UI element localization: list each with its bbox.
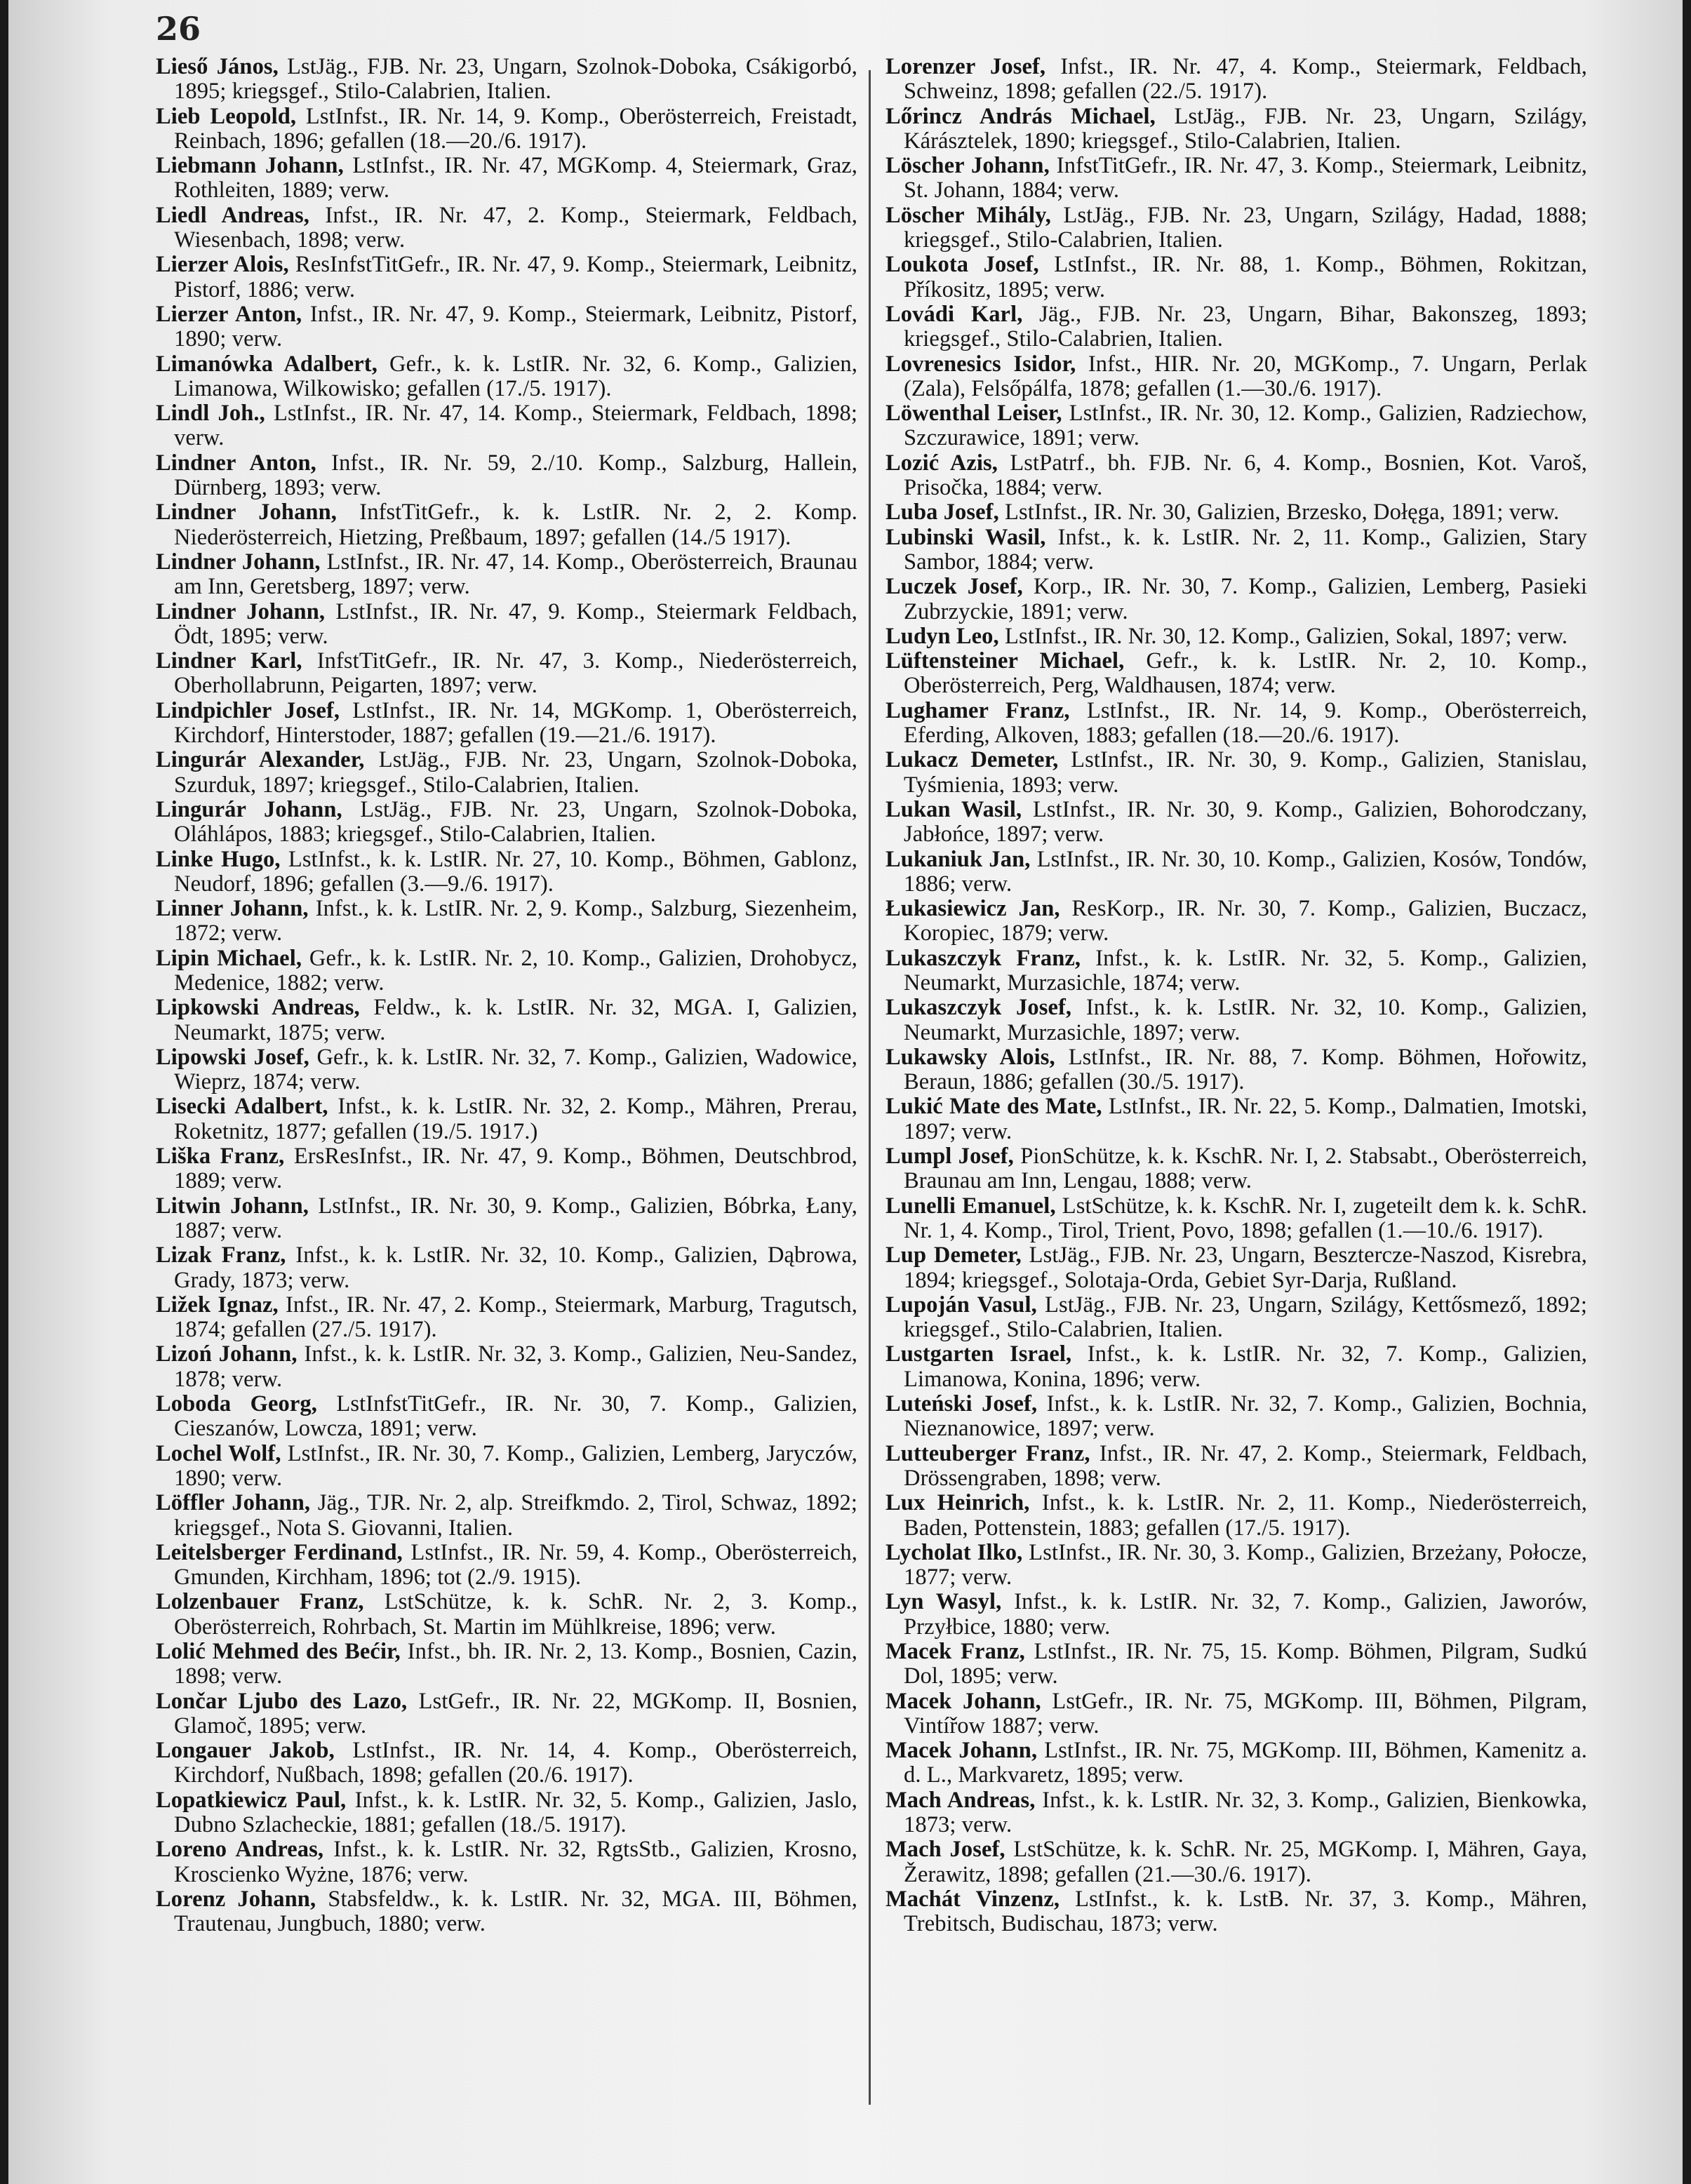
list-entry bbox=[156, 1887, 857, 1937]
list-entry bbox=[885, 500, 1587, 525]
entry-name: Lyn Wasyl, bbox=[885, 1589, 1002, 1615]
list-entry bbox=[156, 253, 857, 302]
list-entry bbox=[885, 897, 1587, 946]
list-entry bbox=[156, 996, 857, 1045]
entry-name: Lindner Anton, bbox=[156, 450, 316, 476]
entry-details: Infst., k. k. LstIR. Nr. 32, 5. Komp., Galizien, Neumarkt, Murzasichle, 1874; verw. bbox=[904, 945, 1587, 996]
entry-details: LstJäg., FJB. Nr. 23, Ungarn, Besztercze-Naszod, Kisrebra, 1894; kriegsgef., Solotaja-Orda, Gebiet Syr-Darja, Rußland. bbox=[904, 1242, 1587, 1293]
list-entry bbox=[885, 1689, 1587, 1739]
entry-details: Infst., bh. IR. Nr. 2, 13. Komp., Bosnien, Cazin, 1898; verw. bbox=[174, 1639, 857, 1689]
entry-details: Infst., HIR. Nr. 20, MGKomp., 7. Ungarn, Perlak (Zala), Felsőpálfa, 1878; gefallen (1.—30./6. 1917). bbox=[904, 351, 1587, 401]
entry-name: Macek Johann, bbox=[885, 1688, 1041, 1714]
list-entry bbox=[885, 1293, 1587, 1343]
list-entry bbox=[885, 203, 1587, 253]
right-column bbox=[885, 55, 1587, 1937]
entry-details: Stabsfeldw., k. k. LstIR. Nr. 32, MGA. III, Böhmen, Trautenau, Jungbuch, 1880; verw. bbox=[174, 1886, 857, 1937]
entry-details: Korp., IR. Nr. 30, 7. Komp., Galizien, Lemberg, Pasieki Zubrzyckie, 1891; verw. bbox=[904, 574, 1587, 624]
entry-name: Lunelli Emanuel, bbox=[885, 1193, 1056, 1219]
list-entry bbox=[156, 1590, 857, 1640]
entry-name: Lupoján Vasul, bbox=[885, 1292, 1037, 1318]
entry-details: LstInfst., IR. Nr. 88, 7. Komp. Böhmen, Hořowitz, Beraun, 1886; gefallen (30./5. 1917). bbox=[904, 1044, 1588, 1095]
entry-details: Infst., k. k. LstIR. Nr. 32, 10. Komp., Galizien, Dąbrowa, Grady, 1873; verw. bbox=[174, 1242, 857, 1293]
entry-details: Gefr., k. k. LstIR. Nr. 2, 10. Komp., Oberösterreich, Perg, Waldhausen, 1874; verw. bbox=[904, 648, 1587, 699]
entry-name: Luba Josef, bbox=[885, 500, 999, 525]
list-entry bbox=[885, 748, 1587, 798]
entry-name: Lughamer Franz, bbox=[885, 697, 1070, 723]
entry-name: Löscher Johann, bbox=[885, 153, 1050, 179]
list-entry bbox=[156, 105, 857, 154]
entry-name: Lukaniuk Jan, bbox=[885, 846, 1031, 872]
entry-details: LstGefr., IR. Nr. 22, MGKomp. II, Bosnien, Glamoč, 1895; verw. bbox=[174, 1688, 857, 1739]
entry-name: Machát Vinzenz, bbox=[885, 1886, 1060, 1912]
list-entry bbox=[156, 1293, 857, 1343]
list-entry bbox=[156, 203, 857, 253]
entry-details: Infst., IR. Nr. 47, 2. Komp., Steiermark, Feldbach, Drössengraben, 1898; verw. bbox=[904, 1440, 1587, 1491]
entry-details: LstJäg., FJB. Nr. 23, Ungarn, Szilágy, Hadad, 1888; kriegsgef., Stilo-Calabrien, Italien. bbox=[904, 202, 1587, 253]
entry-name: Lozić Azis, bbox=[885, 450, 998, 476]
document-page bbox=[8, 0, 1683, 2184]
entry-details: LstJäg., FJB. Nr. 23, Ungarn, Szolnok-Doboka, Szurduk, 1897; kriegsgef., Stilo-Calabrien, Italien. bbox=[174, 747, 857, 798]
entry-details: LstPatrf., bh. FJB. Nr. 6, 4. Komp., Bosnien, Kot. Varoš, Prisočka, 1884; verw. bbox=[904, 450, 1587, 501]
entry-details: Feldw., k. k. LstIR. Nr. 32, MGA. I, Galizien, Neumarkt, 1875; verw. bbox=[174, 995, 857, 1045]
entry-details: LstInfst., IR. Nr. 30, 9. Komp., Galizien, Stanislau, Tyśmienia, 1893; verw. bbox=[904, 747, 1587, 798]
entry-name: Lux Heinrich, bbox=[885, 1490, 1030, 1516]
list-entry bbox=[885, 1094, 1587, 1144]
entry-details: LstInfst., IR. Nr. 47, 9. Komp., Steiermark Feldbach, Ödt, 1895; verw. bbox=[174, 598, 858, 649]
list-entry bbox=[885, 1243, 1587, 1293]
entry-name: Lindpichler Josef, bbox=[156, 697, 340, 723]
entry-name: Lolzenbauer Franz, bbox=[156, 1589, 364, 1615]
entry-details: LstInfst., IR. Nr. 30, 12. Komp., Galizien, Radziechow, Szczurawice, 1891; verw. bbox=[904, 401, 1587, 451]
entry-name: Lizak Franz, bbox=[156, 1242, 286, 1268]
entry-name: Lycholat Ilko, bbox=[885, 1539, 1023, 1565]
entry-name: Lüftensteiner Michael, bbox=[885, 648, 1125, 674]
entry-details: Infst., IR. Nr. 47, 2. Komp., Steiermark, Feldbach, Wiesenbach, 1898; verw. bbox=[174, 202, 857, 253]
list-entry bbox=[156, 1739, 857, 1788]
entry-details: LstInfst., IR. Nr. 14, 4. Komp., Oberösterreich, Kirchdorf, Nußbach, 1898; gefallen (20./6. 1917). bbox=[174, 1738, 857, 1788]
entry-name: Luteński Josef, bbox=[885, 1391, 1038, 1417]
list-entry bbox=[156, 699, 857, 749]
entry-name: Lochel Wolf, bbox=[156, 1440, 281, 1466]
entry-details: Infst., k. k. LstIR. Nr. 2, 9. Komp., Salzburg, Siezenheim, 1872; verw. bbox=[174, 896, 858, 946]
entry-name: Lukan Wasil, bbox=[885, 796, 1022, 822]
list-entry bbox=[885, 1788, 1587, 1838]
list-entry bbox=[885, 649, 1587, 699]
entry-details: Infst., k. k. LstIR. Nr. 32, 3. Komp., Galizien, Bienkowka, 1873; verw. bbox=[904, 1787, 1587, 1838]
list-entry bbox=[156, 1243, 857, 1293]
entry-name: Lovrenesics Isidor, bbox=[885, 351, 1076, 377]
entry-details: Infst., IR. Nr. 47, 9. Komp., Steiermark, Leibnitz, Pistorf, 1890; verw. bbox=[174, 301, 857, 352]
entry-name: Löscher Mihály, bbox=[885, 202, 1051, 228]
entry-details: LstInfst., IR. Nr. 75, 15. Komp. Böhmen, Pilgram, Sudkú Dol, 1895; verw. bbox=[904, 1639, 1588, 1689]
entry-name: Lup Demeter, bbox=[885, 1242, 1022, 1268]
entry-name: Lindner Johann, bbox=[156, 549, 321, 575]
list-entry bbox=[885, 699, 1587, 749]
entry-details: Gefr., k. k. LstIR. Nr. 32, 6. Komp., Galizien, Limanowa, Wilkowisko; gefallen (17./5. 1917). bbox=[174, 351, 857, 401]
entry-name: Löwenthal Leiser, bbox=[885, 401, 1062, 427]
list-entry bbox=[885, 1392, 1587, 1442]
list-entry bbox=[885, 848, 1587, 897]
list-entry bbox=[885, 105, 1587, 154]
entry-name: Luczek Josef, bbox=[885, 574, 1023, 600]
entry-name: Macek Franz, bbox=[885, 1639, 1025, 1664]
entry-name: Lolić Mehmed des Bećir, bbox=[156, 1639, 401, 1664]
list-entry bbox=[156, 500, 857, 550]
entry-details: LstInfst., IR. Nr. 30, 9. Komp., Galizien, Bóbrka, Łany, 1887; verw. bbox=[174, 1193, 857, 1243]
list-entry bbox=[156, 401, 857, 451]
entry-name: Ližek Ignaz, bbox=[156, 1292, 279, 1318]
entry-name: Mach Andreas, bbox=[885, 1787, 1036, 1813]
list-entry bbox=[156, 600, 857, 650]
list-entry bbox=[885, 302, 1587, 352]
entry-details: Infst., k. k. LstIR. Nr. 32, 3. Komp., Galizien, Neu-Sandez, 1878; verw. bbox=[174, 1341, 857, 1392]
list-entry bbox=[156, 946, 857, 996]
entry-name: Liedl Andreas, bbox=[156, 202, 310, 228]
entry-details: Gefr., k. k. LstIR. Nr. 32, 7. Komp., Galizien, Wadowice, Wieprz, 1874; verw. bbox=[174, 1044, 858, 1095]
entry-details: LstInfst., IR. Nr. 30, 10. Komp., Galizien, Kosów, Tondów, 1886; verw. bbox=[904, 846, 1587, 897]
list-entry bbox=[156, 1491, 857, 1541]
list-entry bbox=[885, 1491, 1587, 1541]
entry-details: LstSchütze, k. k. SchR. Nr. 2, 3. Komp., Oberösterreich, Rohrbach, St. Martin im Mühlkreise, 1896; verw. bbox=[174, 1589, 858, 1640]
entry-name: Macek Johann, bbox=[885, 1738, 1038, 1764]
entry-name: Liebmann Johann, bbox=[156, 153, 344, 179]
list-entry bbox=[156, 1541, 857, 1590]
list-entry bbox=[156, 1392, 857, 1442]
entry-details: LstInfst., IR. Nr. 30, 3. Komp., Galizien, Brzeżany, Połocze, 1877; verw. bbox=[904, 1539, 1587, 1590]
entry-name: Lipkowski Andreas, bbox=[156, 995, 360, 1021]
list-entry bbox=[885, 1442, 1587, 1492]
list-entry bbox=[885, 1837, 1587, 1887]
entry-details: LstInfst., IR. Nr. 30, Galizien, Brzesko, Dołęga, 1891; verw. bbox=[998, 500, 1560, 525]
list-entry bbox=[885, 1342, 1587, 1392]
entry-name: Mach Josef, bbox=[885, 1837, 1005, 1863]
entry-name: Lindner Johann, bbox=[156, 598, 326, 624]
entry-details: Infst., k. k. LstIR. Nr. 2, 11. Komp., Galizien, Stary Sambor, 1884; verw. bbox=[904, 524, 1587, 575]
list-entry bbox=[156, 848, 857, 897]
entry-name: Linner Johann, bbox=[156, 896, 309, 922]
entry-name: Lizoń Johann, bbox=[156, 1341, 298, 1367]
list-entry bbox=[885, 1045, 1587, 1095]
list-entry bbox=[156, 302, 857, 352]
page-number: 26 bbox=[156, 10, 201, 48]
list-entry bbox=[885, 525, 1587, 575]
entry-name: Lorenz Johann, bbox=[156, 1886, 316, 1912]
entry-name: Lisecki Adalbert, bbox=[156, 1094, 328, 1120]
entry-name: Lieső János, bbox=[156, 54, 279, 79]
list-entry bbox=[156, 1094, 857, 1144]
entry-name: Longauer Jakob, bbox=[156, 1738, 335, 1764]
list-entry bbox=[156, 550, 857, 600]
entry-name: Loreno Andreas, bbox=[156, 1837, 324, 1863]
entry-details: LstInfst., IR. Nr. 30, 7. Komp., Galizien, Lemberg, Jaryczów, 1890; verw. bbox=[174, 1440, 857, 1491]
list-entry bbox=[885, 1590, 1587, 1640]
list-entry bbox=[885, 1194, 1587, 1244]
entry-name: Lukacz Demeter, bbox=[885, 747, 1059, 773]
list-entry bbox=[156, 1640, 857, 1689]
entry-name: Loboda Georg, bbox=[156, 1391, 317, 1417]
list-entry bbox=[885, 352, 1587, 402]
entry-name: Lindner Johann, bbox=[156, 500, 337, 525]
entry-details: Infst., k. k. LstIR. Nr. 32, 2. Komp., Mähren, Prerau, Roketnitz, 1877; gefallen (19./5. 1917.) bbox=[174, 1094, 857, 1144]
entry-details: LstInfst., IR. Nr. 88, 1. Komp., Böhmen, Rokitzan, Příkositz, 1895; verw. bbox=[904, 252, 1588, 302]
list-entry bbox=[885, 55, 1587, 105]
entry-name: Lipowski Josef, bbox=[156, 1044, 309, 1070]
entry-details: Infst., k. k. LstIR. Nr. 32, 10. Komp., Galizien, Neumarkt, Murzasichle, 1897; verw. bbox=[904, 995, 1588, 1045]
entry-details: LstInfst., IR. Nr. 75, MGKomp. III, Böhmen, Kamenitz a. d. L., Markvaretz, 1895; verw. bbox=[904, 1738, 1588, 1788]
list-entry bbox=[156, 798, 857, 848]
list-entry bbox=[156, 649, 857, 699]
list-entry bbox=[156, 1837, 857, 1887]
entry-details: Infst., k. k. LstIR. Nr. 32, 7. Komp., Galizien, Limanowa, Konina, 1896; verw. bbox=[904, 1341, 1587, 1392]
entry-name: Lieb Leopold, bbox=[156, 103, 297, 129]
entry-details: Infst., k. k. LstIR. Nr. 32, 7. Komp., Galizien, Jaworów, Przyłbice, 1880; verw. bbox=[904, 1589, 1587, 1640]
entry-details: LstJäg., FJB. Nr. 23, Ungarn, Szolnok-Doboka, Csákigorbó, 1895; kriegsgef., Stilo-Calabrien, Italien. bbox=[174, 54, 858, 105]
entry-name: Lipin Michael, bbox=[156, 945, 302, 971]
entry-details: LstInfst., IR. Nr. 47, MGKomp. 4, Steiermark, Graz, Rothleiten, 1889; verw. bbox=[174, 153, 857, 203]
list-entry bbox=[885, 996, 1587, 1045]
entry-name: Łukasiewicz Jan, bbox=[885, 896, 1060, 922]
list-entry bbox=[885, 946, 1587, 996]
entry-details: Infst., k. k. LstIR. Nr. 32, 7. Komp., Galizien, Bochnia, Nieznanowice, 1897; verw. bbox=[904, 1391, 1587, 1442]
entry-details: Infst., k. k. LstIR. Nr. 32, 5. Komp., Galizien, Jaslo, Dubno Szlacheckie, 1881; gefallen (18./5. 1917). bbox=[174, 1787, 857, 1838]
left-column bbox=[156, 55, 857, 1937]
list-entry bbox=[156, 1194, 857, 1244]
entry-details: LstInfst., IR. Nr. 59, 4. Komp., Oberösterreich, Gmunden, Kirchham, 1896; tot (2./9. 1915). bbox=[174, 1539, 857, 1590]
entry-details: LstInfst., k. k. LstIR. Nr. 27, 10. Komp., Böhmen, Gablonz, Neudorf, 1896; gefallen (3.—9./6. 1917). bbox=[174, 846, 857, 897]
entry-name: Löffler Johann, bbox=[156, 1490, 311, 1516]
list-entry bbox=[885, 1739, 1587, 1788]
entry-name: Lukaszczyk Josef, bbox=[885, 995, 1072, 1021]
entry-details: LstInfst., IR. Nr. 14, MGKomp. 1, Oberösterreich, Kirchdorf, Hinterstoder, 1887; gefallen (19.—21./6. 1917). bbox=[174, 697, 857, 749]
entry-details: LstInfst., IR. Nr. 30, 9. Komp., Galizien, Bohorodczany, Jabłońce, 1897; verw. bbox=[904, 796, 1587, 848]
entry-details: LstInfst., IR. Nr. 30, 12. Komp., Galizien, Sokal, 1897; verw. bbox=[998, 623, 1568, 649]
entry-details: ResKorp., IR. Nr. 30, 7. Komp., Galizien, Buczacz, Koropiec, 1879; verw. bbox=[904, 896, 1587, 946]
entry-details: InfstTitGefr., IR. Nr. 47, 3. Komp., Steiermark, Leibnitz, St. Johann, 1884; verw. bbox=[904, 153, 1587, 203]
entry-details: Jäg., FJB. Nr. 23, Ungarn, Bihar, Bakonszeg, 1893; kriegsgef., Stilo-Calabrien, Italien. bbox=[904, 301, 1587, 352]
entry-name: Limanówka Adalbert, bbox=[156, 351, 377, 377]
list-entry bbox=[885, 154, 1587, 203]
entry-details: LstInfst., IR. Nr. 47, 14. Komp., Steiermark, Feldbach, 1898; verw. bbox=[174, 401, 858, 451]
list-entry bbox=[156, 1045, 857, 1095]
entry-details: LstInfstTitGefr., IR. Nr. 30, 7. Komp., Galizien, Cieszanów, Lowcza, 1891; verw. bbox=[174, 1391, 857, 1442]
entry-details: Infst., k. k. LstIR. Nr. 32, RgtsStb., Galizien, Krosno, Kroscienko Wyżne, 1876; verw. bbox=[174, 1837, 857, 1887]
entry-details: LstGefr., IR. Nr. 75, MGKomp. III, Böhmen, Pilgram, Vintířow 1887; verw. bbox=[904, 1688, 1588, 1739]
entry-details: Gefr., k. k. LstIR. Nr. 2, 10. Komp., Galizien, Drohobycz, Medenice, 1882; verw. bbox=[174, 945, 858, 996]
entry-name: Lindner Karl, bbox=[156, 648, 302, 674]
entry-details: LstInfst., k. k. LstB. Nr. 37, 3. Komp., Mähren, Trebitsch, Budischau, 1873; verw. bbox=[904, 1886, 1587, 1937]
entry-details: LstJäg., FJB. Nr. 23, Ungarn, Szilágy, Kettősmező, 1892; kriegsgef., Stilo-Calabrien, Italien. bbox=[904, 1292, 1587, 1343]
list-entry bbox=[156, 748, 857, 798]
list-entry bbox=[885, 1887, 1587, 1937]
list-entry bbox=[885, 1541, 1587, 1590]
list-entry bbox=[885, 401, 1587, 451]
list-entry bbox=[885, 1144, 1587, 1194]
entry-details: LstInfst., IR. Nr. 14, 9. Komp., Oberösterreich, Eferding, Alkoven, 1883; gefallen (18.—20./6. 1917). bbox=[904, 697, 1587, 749]
list-entry bbox=[885, 798, 1587, 848]
entry-name: Lubinski Wasil, bbox=[885, 524, 1046, 550]
entry-name: Lierzer Anton, bbox=[156, 301, 302, 327]
entry-details: ResInfstTitGefr., IR. Nr. 47, 9. Komp., Steiermark, Leibnitz, Pistorf, 1886; verw. bbox=[174, 252, 858, 302]
list-entry bbox=[156, 352, 857, 402]
list-entry bbox=[156, 451, 857, 501]
entry-details: LstInfst., IR. Nr. 47, 14. Komp., Oberösterreich, Braunau am Inn, Geretsberg, 1897; verw. bbox=[174, 549, 857, 600]
entry-name: Linke Hugo, bbox=[156, 846, 281, 872]
entry-name: Lustgarten Israel, bbox=[885, 1341, 1072, 1367]
entry-name: Litwin Johann, bbox=[156, 1193, 309, 1219]
list-entry bbox=[885, 575, 1587, 624]
entry-name: Lumpl Josef, bbox=[885, 1144, 1014, 1170]
entry-name: Lončar Ljubo des Lazo, bbox=[156, 1688, 408, 1714]
entry-name: Lőrincz András Michael, bbox=[885, 103, 1156, 129]
list-entry bbox=[885, 253, 1587, 302]
entry-name: Liška Franz, bbox=[156, 1144, 285, 1170]
entry-name: Lingurár Alexander, bbox=[156, 747, 365, 773]
entry-name: Lukaszczyk Franz, bbox=[885, 945, 1081, 971]
list-entry bbox=[885, 1640, 1587, 1689]
entry-name: Leitelsberger Ferdinand, bbox=[156, 1539, 403, 1565]
entry-details: Infst., IR. Nr. 47, 4. Komp., Steiermark, Feldbach, Schweinz, 1898; gefallen (22./5. 1917). bbox=[904, 54, 1587, 105]
entry-name: Lorenzer Josef, bbox=[885, 54, 1046, 79]
entry-name: Lopatkiewicz Paul, bbox=[156, 1787, 347, 1813]
list-entry bbox=[156, 154, 857, 203]
list-entry bbox=[156, 55, 857, 105]
list-entry bbox=[156, 1689, 857, 1739]
entry-name: Lingurár Johann, bbox=[156, 796, 342, 822]
entry-name: Ludyn Leo, bbox=[885, 623, 999, 649]
entry-details: LstSchütze, k. k. SchR. Nr. 25, MGKomp. I, Mähren, Gaya, Žerawitz, 1898; gefallen (21.—30./6. 1917). bbox=[904, 1837, 1588, 1887]
entry-details: ErsResInfst., IR. Nr. 47, 9. Komp., Böhmen, Deutschbrod, 1889; verw. bbox=[174, 1144, 857, 1194]
entry-details: Infst., k. k. LstIR. Nr. 2, 11. Komp., Niederösterreich, Baden, Pottenstein, 1883; gefallen (17./5. 1917). bbox=[904, 1490, 1587, 1541]
list-entry bbox=[156, 897, 857, 946]
entry-details: Infst., IR. Nr. 47, 2. Komp., Steiermark, Marburg, Tragutsch, 1874; gefallen (27./5. 1917). bbox=[174, 1292, 857, 1343]
entry-details: Infst., IR. Nr. 59, 2./10. Komp., Salzburg, Hallein, Dürnberg, 1893; verw. bbox=[174, 450, 857, 501]
column-divider bbox=[869, 70, 871, 2105]
entry-details: PionSchütze, k. k. KschR. Nr. I, 2. Stabsabt., Oberösterreich, Braunau am Inn, Lengau, 1888; verw. bbox=[904, 1144, 1587, 1194]
list-entry bbox=[156, 1442, 857, 1492]
entry-name: Lovádi Karl, bbox=[885, 301, 1023, 327]
entry-details: Jäg., TJR. Nr. 2, alp. Streifkmdo. 2, Tirol, Schwaz, 1892; kriegsgef., Nota S. Giovanni, Italien. bbox=[174, 1490, 858, 1541]
entry-name: Lutteuberger Franz, bbox=[885, 1440, 1090, 1466]
entry-name: Lindl Joh., bbox=[156, 401, 265, 427]
entry-name: Lukawsky Alois, bbox=[885, 1044, 1055, 1070]
entry-details: InfstTitGefr., k. k. LstIR. Nr. 2, 2. Komp. Niederösterreich, Hietzing, Preßbaum, 1897; gefallen (14./5 1917). bbox=[174, 500, 857, 550]
list-entry bbox=[156, 1788, 857, 1838]
entry-details: LstInfst., IR. Nr. 14, 9. Komp., Oberösterreich, Freistadt, Reinbach, 1896; gefallen (18.—20./6. 1917). bbox=[174, 103, 857, 154]
entry-name: Lierzer Alois, bbox=[156, 252, 289, 278]
entry-details: LstJäg., FJB. Nr. 23, Ungarn, Szolnok-Doboka, Oláhlápos, 1883; kriegsgef., Stilo-Calabrien, Italien. bbox=[174, 796, 857, 848]
list-entry bbox=[885, 451, 1587, 501]
list-entry bbox=[156, 1144, 857, 1194]
list-entry bbox=[885, 624, 1587, 649]
entry-name: Lukić Mate des Mate, bbox=[885, 1094, 1102, 1120]
entry-details: LstJäg., FJB. Nr. 23, Ungarn, Szilágy, Kárásztelek, 1890; kriegsgef., Stilo-Calabrien, Italien. bbox=[904, 103, 1587, 154]
entry-details: InfstTitGefr., IR. Nr. 47, 3. Komp., Niederösterreich, Oberhollabrunn, Peigarten, 1897; verw. bbox=[174, 648, 857, 699]
entry-name: Loukota Josef, bbox=[885, 252, 1039, 278]
entry-details: LstInfst., IR. Nr. 22, 5. Komp., Dalmatien, Imotski, 1897; verw. bbox=[904, 1094, 1587, 1144]
list-entry bbox=[156, 1342, 857, 1392]
entry-details: LstSchütze, k. k. KschR. Nr. I, zugeteilt dem k. k. SchR. Nr. 1, 4. Komp., Tirol, Trient, Povo, 1898; gefallen (1.—10./6. 1917). bbox=[904, 1193, 1588, 1243]
